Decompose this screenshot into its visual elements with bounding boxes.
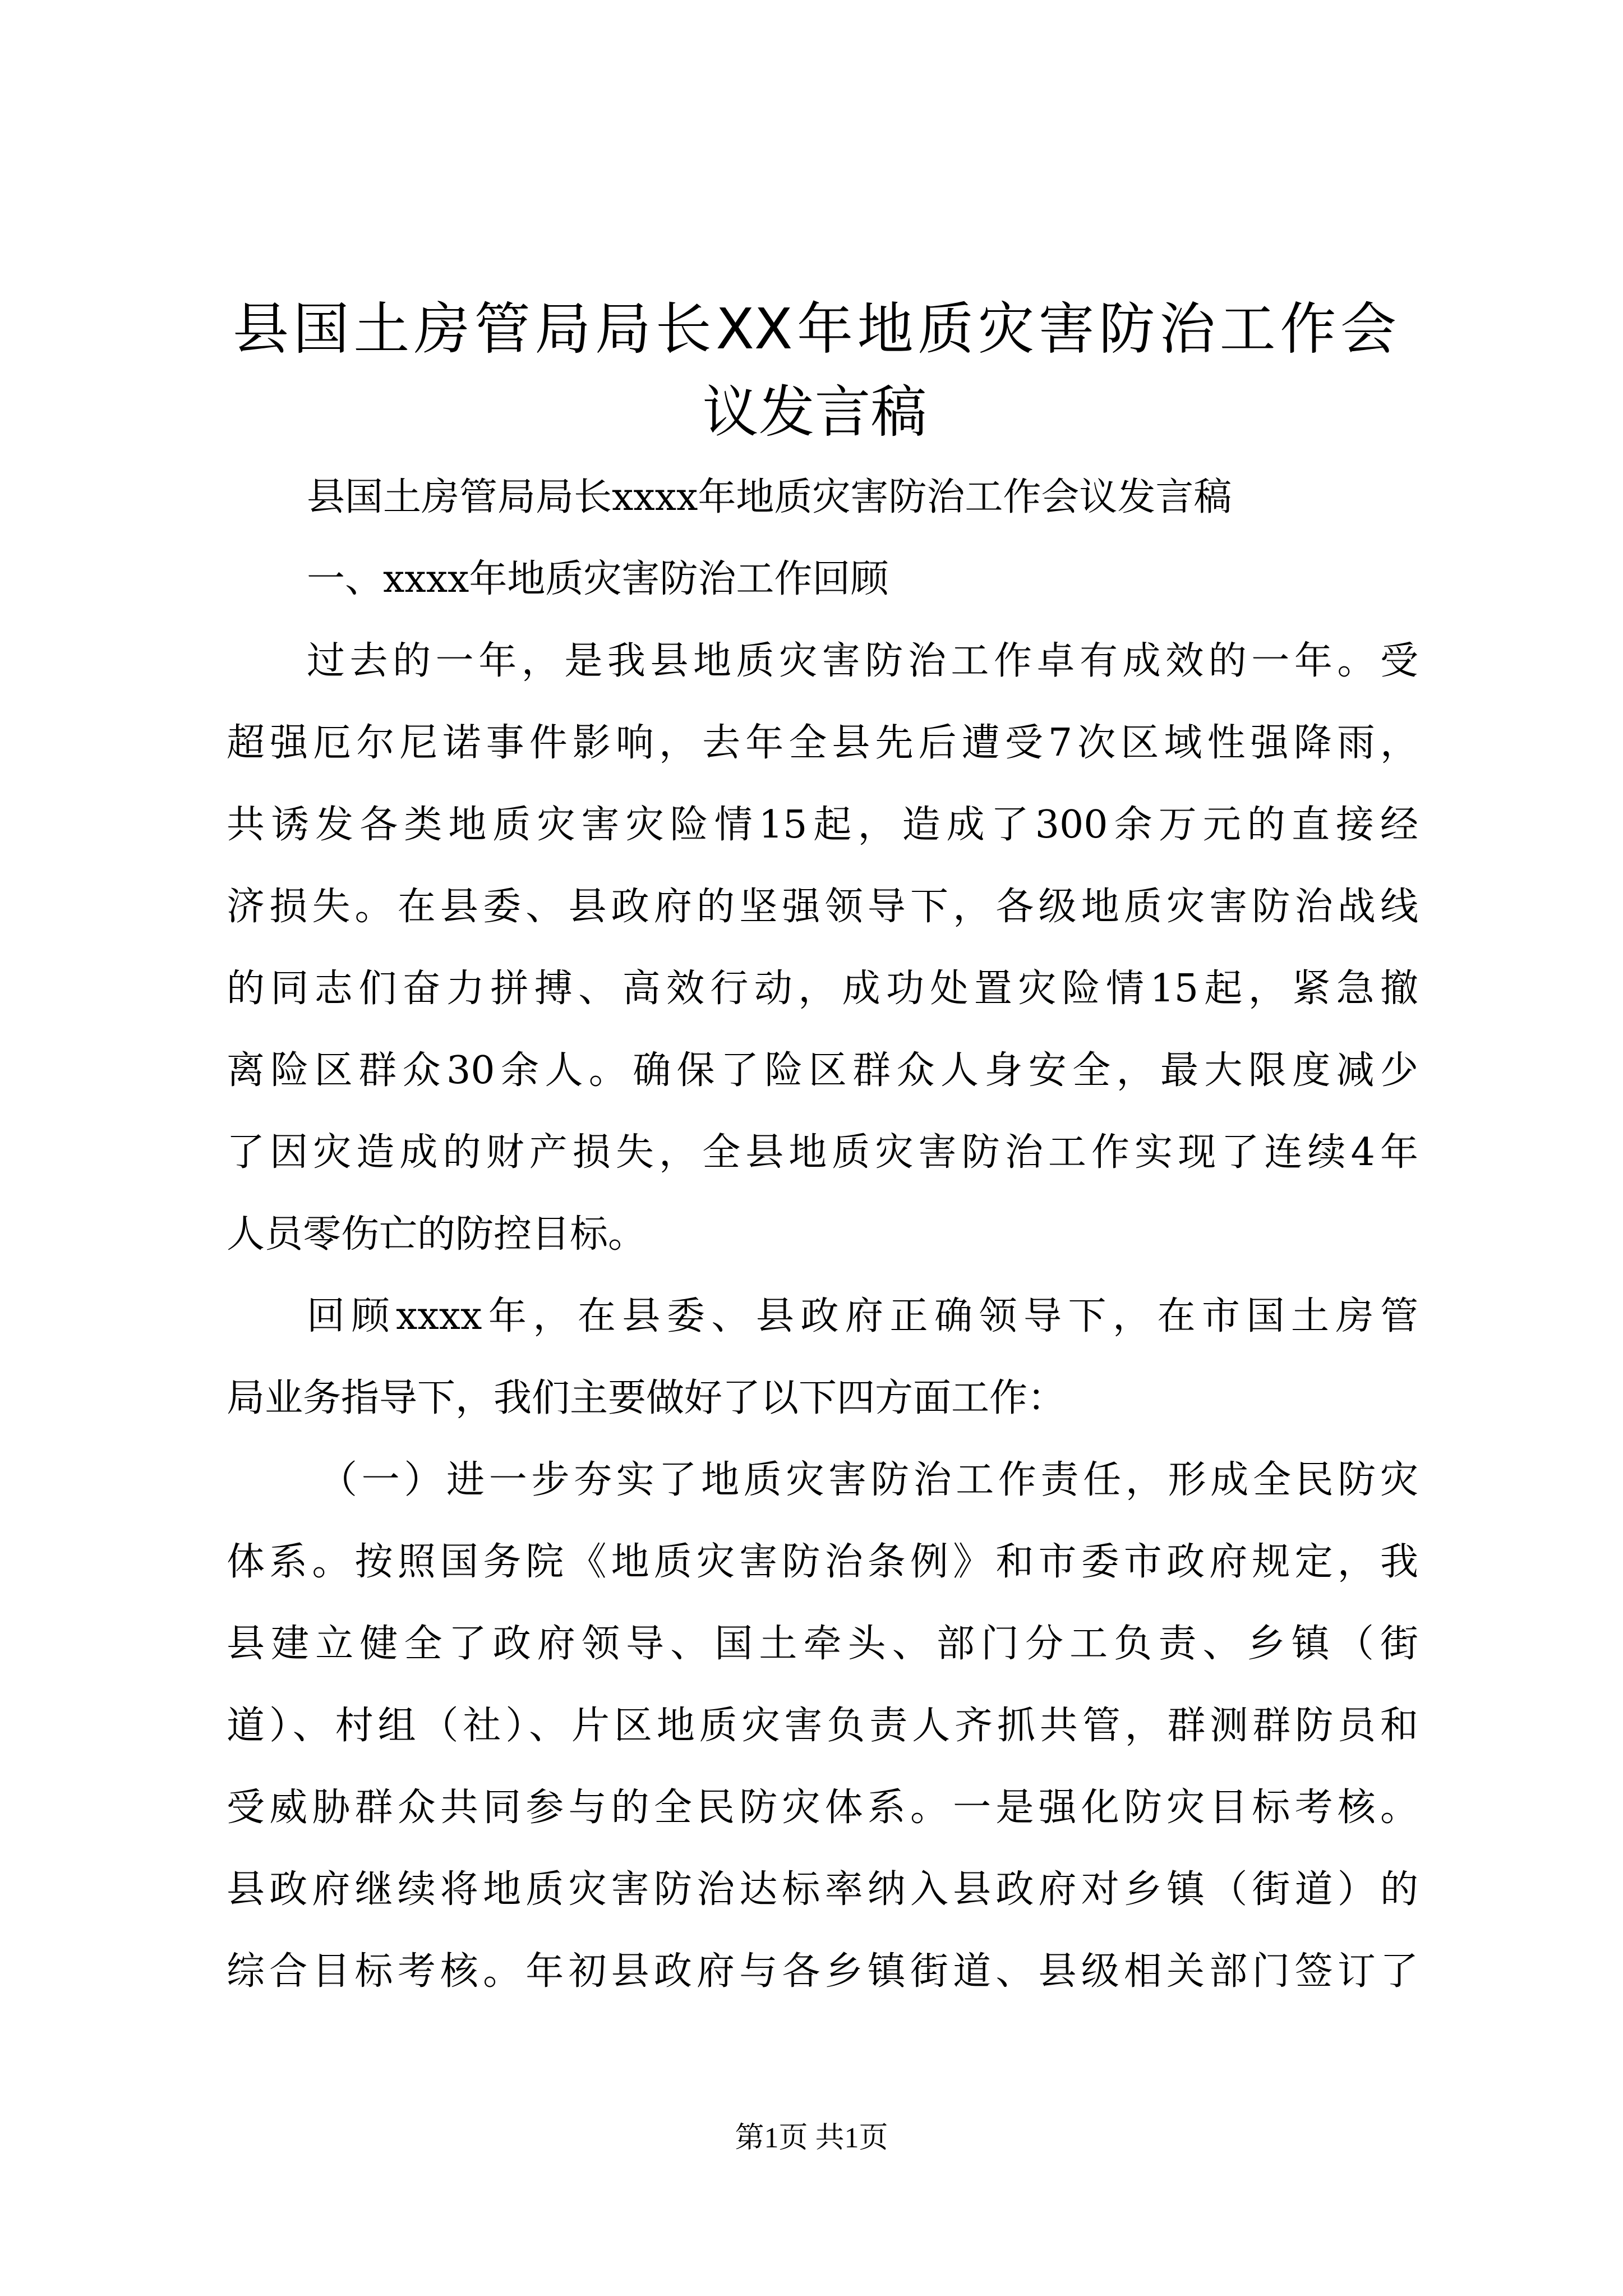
- paragraph-line: 济损失。在县委、县政府的坚强领导下，各级地质灾害防治战线: [227, 885, 1418, 929]
- subsection-heading-line: （一）进一步夯实了地质灾害防治工作责任，形成全民防灾: [319, 1458, 1418, 1502]
- paragraph-line: 受威胁群众共同参与的全民防灾体系。一是强化防灾目标考核。: [227, 1786, 1418, 1830]
- paragraph-line: 超强厄尔尼诺事件影响，去年全县先后遭受7次区域性强降雨，: [227, 721, 1418, 765]
- page-footer: 第1页 共1页: [735, 2122, 888, 2154]
- paragraph-line: 回顾xxxx年，在县委、县政府正确领导下，在市国土房管: [307, 1294, 1418, 1338]
- paragraph-line: 共诱发各类地质灾害灾险情15起，造成了300余万元的直接经: [227, 803, 1418, 847]
- title-line-1: 县国土房管局局长XX年地质灾害防治工作会: [233, 296, 1396, 362]
- paragraph-line: 的同志们奋力拼搏、高效行动，成功处置灾险情15起，紧急撤: [227, 967, 1418, 1011]
- section-heading: 一、xxxx年地质灾害防治工作回顾: [307, 557, 889, 601]
- paragraph-line: 县建立健全了政府领导、国土牵头、部门分工负责、乡镇（街: [227, 1622, 1418, 1666]
- paragraph-line: 道）、村组（社）、片区地质灾害负责人齐抓共管，群测群防员和: [227, 1704, 1418, 1748]
- paragraph-line: 综合目标考核。年初县政府与各乡镇街道、县级相关部门签订了: [227, 1949, 1418, 1994]
- title-line-2: 议发言稿: [702, 379, 927, 445]
- paragraph-line: 县政府继续将地质灾害防治达标率纳入县政府对乡镇（街道）的: [227, 1867, 1418, 1912]
- paragraph-line: 局业务指导下，我们主要做好了以下四方面工作：: [227, 1376, 1066, 1420]
- paragraph-line: 了因灾造成的财产损失，全县地质灾害防治工作实现了连续4年: [227, 1130, 1418, 1175]
- subtitle: 县国土房管局局长xxxx年地质灾害防治工作会议发言稿: [307, 475, 1232, 519]
- paragraph-line: 人员零伤亡的防控目标。: [227, 1212, 647, 1257]
- document-title: [233, 288, 1396, 454]
- document-body: [227, 457, 1418, 2013]
- paragraph-line: 过去的一年，是我县地质灾害防治工作卓有成效的一年。受: [307, 639, 1418, 683]
- paragraph-line: 体系。按照国务院《地质灾害防治条例》和市委市政府规定，我: [227, 1540, 1418, 1584]
- paragraph-line: 离险区群众30余人。确保了险区群众人身安全，最大限度减少: [227, 1048, 1418, 1093]
